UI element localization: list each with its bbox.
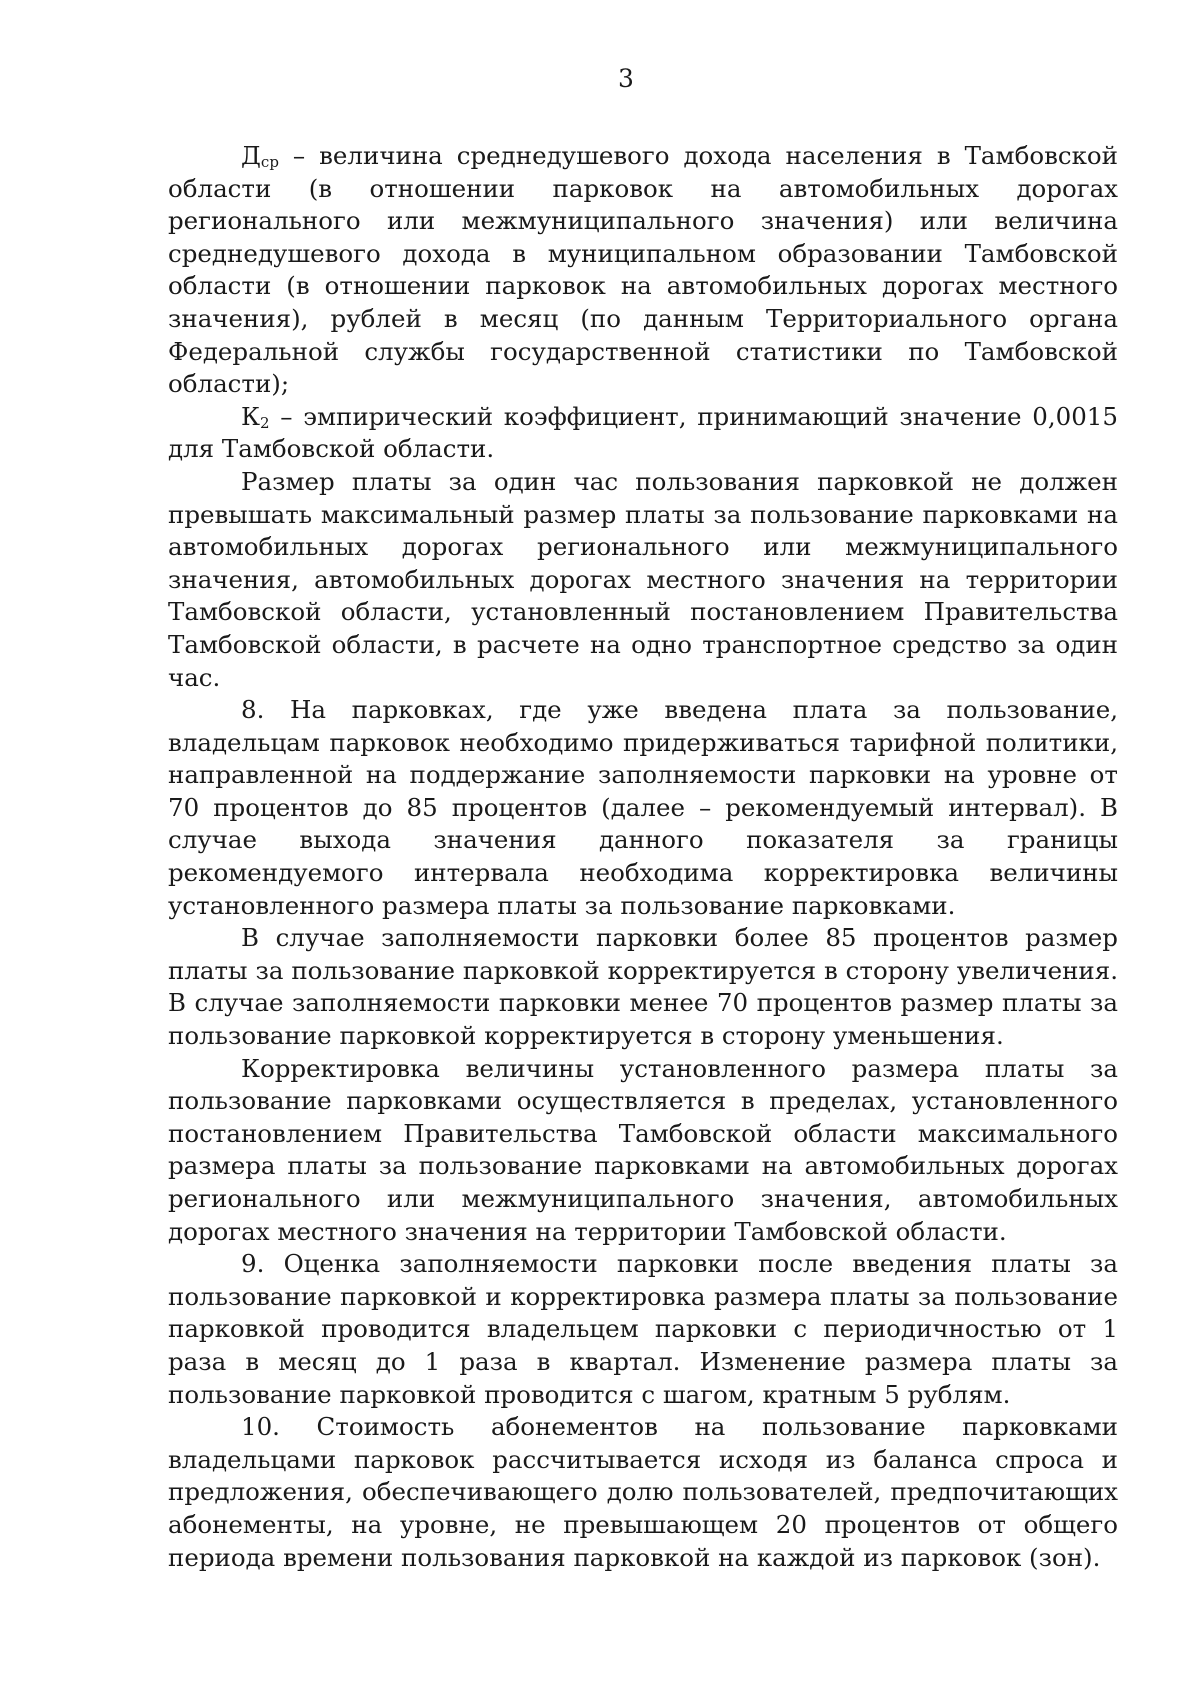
paragraph-text: – эмпирический коэффициент, принимающий значение 0,0015 для Тамбовской области. (168, 401, 1118, 464)
document-body (168, 140, 1118, 1574)
symbol-d-subscript: ср (260, 153, 279, 171)
symbol-k-subscript: 2 (259, 413, 270, 432)
symbol-d: Д (241, 141, 261, 170)
paragraph-occupancy-adjustment: В случае заполняемости парковки более 85 процентов размер платы за пользование парковкой корректируется в сторону увеличения. В случае заполняемости парковки менее 70 процентов размер платы за пользование парковкой корректируется в сторону уменьшения. (168, 923, 1118, 1051)
paragraph-max-fee: Размер платы за один час пользования парковкой не должен превышать максимальный размер платы за пользование парковками на автомобильных дорогах регионального или межмуниципального значения, автомобильных дорогах местного значения на территории Тамбовской области, установленный постановлением Правительства Тамбовской области, в расчете на одно транспортное средство за один час. (168, 466, 1118, 692)
symbol-k: К (241, 401, 260, 431)
paragraph-item-10: 10. Стоимость абонементов на пользование парковками владельцами парковок рассчитывается исходя из баланса спроса и предложения, обеспечивающего долю пользователей, предпочитающих абонементы, на уровне, не превышающем 20 процентов от общего периода времени пользования парковкой на каждой из парковок (зон). (168, 1412, 1118, 1572)
page-number: 3 (618, 64, 634, 93)
paragraph-k2-definition (168, 401, 1118, 466)
paragraph-dsr-definition (168, 140, 1118, 401)
paragraph-item-8: 8. На парковках, где уже введена плата за пользование, владельцам парковок необходимо придерживаться тарифной политики, направленной на поддержание заполняемости парковки на уровне от 70 процентов до 85 процентов (далее – рекомендуемый интервал). В случае выхода значения данного показателя за границы рекомендуемого интервала необходима корректировка величины установленного размера платы за пользование парковками. (168, 695, 1118, 920)
paragraph-text: – величина среднедушевого дохода населения в Тамбовской области (в отношении парковок на автомобильных дорогах регионального или межмуниципального значения) или величина среднедушевого дохода в муниципальном образовании Тамбовской области (в отношении парковок на автомобильных дорогах местного значения), рублей в месяц (по данным Территориального органа Федеральной службы государственной статистики по Тамбовской области); (168, 141, 1118, 399)
paragraph-adjustment-limits: Корректировка величины установленного размера платы за пользование парковками осуществляется в пределах, установленного постановлением Правительства Тамбовской области максимального размера платы за пользование парковками на автомобильных дорогах регионального или межмуниципального значения, автомобильных дорогах местного значения на территории Тамбовской области. (168, 1053, 1118, 1246)
paragraph-item-9: 9. Оценка заполняемости парковки после введения платы за пользование парковкой и корректировка размера платы за пользование парковкой проводится владельцем парковки с периодичностью от 1 раза в месяц до 1 раза в квартал. Изменение размера платы за пользование парковкой проводится с шагом, кратным 5 рублям. (168, 1249, 1118, 1409)
